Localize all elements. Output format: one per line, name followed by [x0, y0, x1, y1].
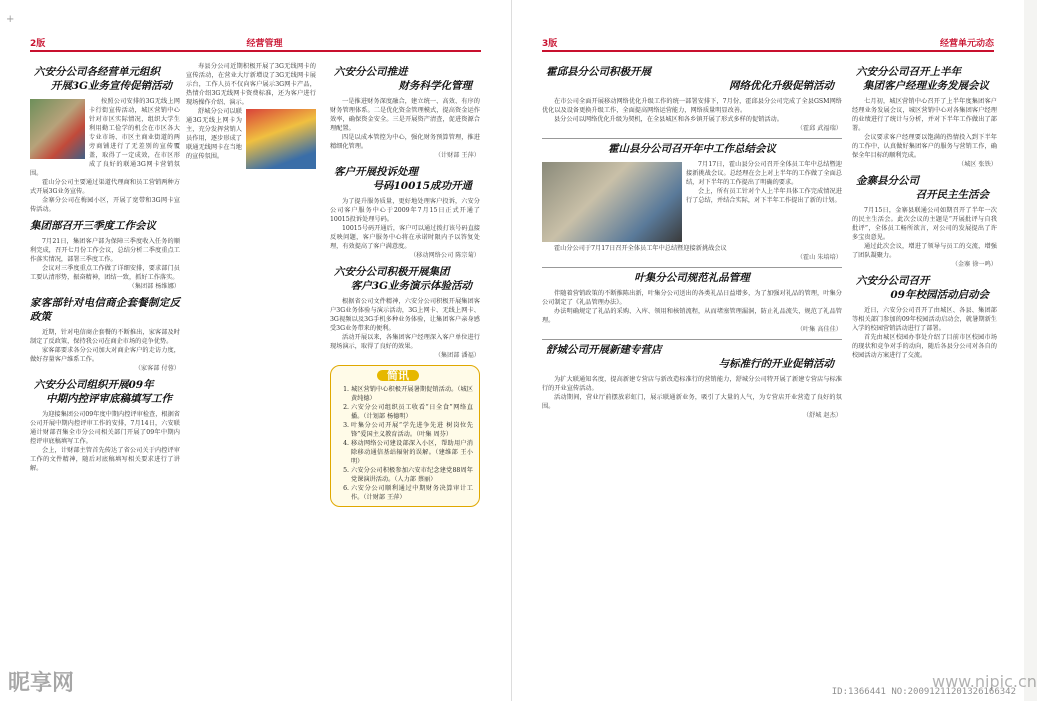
- article-text: 通过此次会议，增进了领导与员工的交流，增强了团队凝聚力。: [852, 243, 997, 259]
- article-text: 在市公司全面开展移动网络优化升级工作的统一部署安排下，7月份，霍邱县分公司完成了全县GSM网络优化以及设备更换升级工作，全面提高网络运营能力，网络质量明显改善。: [542, 98, 842, 114]
- byline: （金寨 徐一鸣）: [951, 261, 997, 268]
- article-title: 客户开展投诉处理 号码10015成功开通: [334, 166, 472, 192]
- article-text: 7月17日，霍山县分公司召开全体员工年中总结暨迎接新挑战会议。总经理在会上对上半年的工作做了全面总结，对下半年的工作提出了明确的要求。: [686, 161, 842, 186]
- meeting-photo: [542, 162, 682, 242]
- byline: （城区 张铁）: [957, 161, 997, 168]
- byline: （移动网络公司 陈宗菊）: [409, 252, 480, 259]
- article-campus-kickoff: [852, 274, 997, 360]
- article-text: 舒城分公司以联通3G无线上网卡为主，充分发挥营销人员作用，逐步形成了联通无线网卡在当地的宣传氛围。: [186, 108, 242, 160]
- brief-heading: 简讯: [377, 370, 419, 381]
- left-page-number: 2版: [30, 39, 46, 49]
- left-page: [0, 0, 512, 701]
- article-text: 金寨分公司在梅园小区，开展了宽带和3G网卡宣传活动。: [30, 197, 180, 213]
- article-title: 六安分公司各经营单元组织 开展3G业务宣传促销活动: [34, 66, 172, 92]
- divider: [542, 339, 842, 340]
- byline: （霍山 朱培培）: [796, 254, 842, 261]
- article-title: 六安分公司组织开展09年 中期内控评审底稿填写工作: [34, 379, 172, 405]
- image-id-label: ID:1366441 NO:20091211201326166342: [831, 687, 1016, 697]
- right-main-col: [542, 62, 842, 679]
- brief-list: [351, 385, 473, 502]
- article-counter-policy: [30, 296, 180, 373]
- article-finance: [330, 65, 480, 160]
- article-text: 近期，针对电信商企套餐的不断推出，家客部及时制定了反政策，保持我公司在商企市场的竞争优势。: [30, 329, 180, 345]
- article-text: 四是以成本管控为中心，强化财务预算管理，推进精细化管理。: [330, 134, 480, 150]
- left-page-header: [30, 36, 481, 52]
- article-text: 七月初，城区营销中心召开了上半年度集团客户经理业务发展会议，城区营销中心对各集团客户经理的业绩进行了统计与分析，并对下半年工作做出了部署。: [852, 98, 997, 132]
- byline: （叶集 高佳佳）: [796, 326, 842, 333]
- right-page: [512, 0, 1037, 701]
- article-democratic-meeting: [852, 174, 997, 269]
- byline: （集团部 杨维娜）: [128, 283, 180, 290]
- article-title: 叶集分公司规范礼品管理: [634, 272, 750, 284]
- list-item: 2. 六安分公司组织员工收看“日全食”网络直播。（计划部 杨德明）: [351, 403, 473, 421]
- article-title: 舒城公司开展新建专营店 与标准行的开业促销活动: [546, 344, 834, 370]
- byline: （计财部 王萍）: [434, 152, 480, 159]
- article-title: 六安分公司积极开展集团 客户3G业务演示体验活动: [334, 266, 472, 292]
- article-text: 霍山分公司主要通过渠道代理商和员工营销两种方式开展3G业务宣传。: [30, 179, 180, 195]
- article-text: 根据省公司文件精神，六安分公司积极开展集团客户3G业务体验与演示活动，3G上网卡、无线上网卡、3G视频以及3G手机多种业务体验，让集团客户亲身感受3G业务带来的便利。: [330, 298, 480, 332]
- article-text: 会上，计财部主管首先传达了省公司关于内控评审工作的文件精神，随后对底稿填写相关要求进行了讲解。: [30, 447, 180, 472]
- article-internal-control: [30, 378, 180, 473]
- article-title: 六安分公司召开 09年校园活动启动会: [856, 275, 989, 301]
- article-title: 霍山县分公司召开年中工作总结会议: [608, 143, 776, 155]
- right-page-header: [542, 36, 994, 52]
- article-text: 活动开展以来，各集团客户经理深入客户单位进行现场演示，取得了良好的效果。: [330, 334, 480, 350]
- article-text: 会议对三季度重点工作做了详细安排，要求部门员工要认清形势，振奋精神，团结一致，抓好工作落实。: [30, 265, 180, 281]
- article-title: 家客部针对电信商企套餐制定反政策: [30, 297, 180, 323]
- article-title: 金寨县分公司 召开民主生活会: [856, 175, 989, 201]
- right-section-name: 经营单元动态: [939, 39, 994, 49]
- article-text: 一是推进财务深度融合，建立统一、高效、有序的财务管理体系。二是优化资金管理模式，提高资金运作效率，确保资金安全。三是开展资产清查，促进资源合理配置。: [330, 98, 480, 132]
- article-text: 按照公司安排的3G无线上网卡行街宣传活动，城区营销中心针对市区实际情况，组织大学生利用勤工俭学的机会在市区各大专业市场、市区主商业街道的两旁商铺进行了无差别的宣传覆盖，取得了一定成效，在市区形成了良好的联通3G网卡营销氛围。: [30, 98, 180, 177]
- crop-mark: +: [6, 14, 15, 25]
- article-network-upgrade: [542, 65, 842, 133]
- byline: （霍邱 武福瑞）: [796, 125, 842, 132]
- byline: （舒城 赵杰）: [802, 412, 842, 419]
- article-text: 为了提升服务质量，更好地处理客户投诉，六安分公司客户服务中心于2009年7月15日正式开通了10015投诉处理号码。: [330, 198, 480, 223]
- article-text: 为扩大联通知名度，提高新建专营店与新改造标准行的营销能力，舒城分公司特开展了新建专营店与标准行的开业宣传活动。: [542, 376, 842, 392]
- article-title: 霍邱县分公司积极开展 网络优化升级促销活动: [546, 66, 834, 92]
- left-col-3: [330, 62, 480, 679]
- article-text: 活动期间，营业厅前摆放彩虹门，展示联通新业务，吸引了大量的人气，为专营店开业营造了良好的氛围。: [542, 394, 842, 410]
- left-section-name: 经营管理: [246, 39, 283, 49]
- article-shucheng-opening: [542, 343, 842, 420]
- article-text: 家客部要求各分公司加大对商企客户的走访力度，做好存量客户维系工作。: [30, 347, 180, 363]
- article-text: 会议要求客户经理要以饱满的热情投入到下半年的工作中，认真做好集团客户的服务与营销工作，确保全年目标的顺利完成。: [852, 134, 997, 159]
- article-title: 六安分公司召开上半年 集团客户经理业务发展会议: [856, 66, 989, 92]
- article-title: 集团部召开三季度工作会议: [30, 220, 156, 232]
- right-page-number: 3版: [542, 39, 558, 49]
- article-text: 县分公司以网络优化升级为契机，在全县城区和各乡镇开展了形式多样的促销活动。: [554, 116, 783, 123]
- photo-caption: 霍山分公司于7月17日召开全体员工年中总结暨迎接新挑战会议: [554, 245, 727, 252]
- article-title: 六安分公司推进 财务科学化管理: [334, 66, 472, 92]
- promo-tent-photo: [246, 109, 316, 169]
- right-col-3: [852, 62, 997, 679]
- divider: [542, 138, 842, 139]
- article-3g-promo: [30, 65, 180, 214]
- left-col-1: [30, 62, 180, 679]
- list-item: 6. 六安分公司顺利通过中期财务决算审计工作。（计财部 王萍）: [351, 484, 473, 502]
- byline: （集团部 潘福）: [434, 352, 480, 359]
- article-text: 伴随着营销政策的不断推陈出新，叶集分公司送出的各类礼品日益增多，为了加强对礼品的管理，叶集分公司制定了《礼品管理办法》。: [542, 290, 842, 306]
- watermark-url: www.nipic.cn: [932, 672, 1037, 691]
- article-text: 寿县分公司近期积极开展了3G无线网卡的宣传活动，在营业大厅新增设了3G无线网卡展示台，工作人员不仅向客户展示3G网卡产品，热情介绍3G无线网卡资费标准，还为客户进行现场操作介绍、演示。: [186, 63, 316, 106]
- article-3g-demo: [330, 265, 480, 360]
- article-10015: [330, 165, 480, 260]
- article-group-manager-meeting: [852, 65, 997, 169]
- article-text: 近日，六安分公司召开了由城区、各县、集团部等相关部门参加的09年校园活动启动会，就暑期新生入学的校园营销活动进行了部署。: [852, 307, 997, 332]
- article-text: 首先由城区校园办事处介绍了目前市区校园市场的现状和竞争对手的动向，随后各县分公司对各自的校园活动方案进行了交流。: [852, 334, 997, 359]
- article-text: 会上，所有员工针对个人上半年具体工作完成情况进行了总结，并结合实际，对下半年工作提出了新的计划。: [686, 188, 842, 204]
- news-brief-box: [330, 365, 480, 507]
- watermark-logo: 昵享网: [8, 671, 75, 696]
- article-gift-management: [542, 271, 842, 334]
- list-item: 1. 城区营销中心积极开展暑期促销活动。（城区 黄纯德）: [351, 385, 473, 403]
- article-text: 7月21日，集团客户部为保障三季度收入任务的顺利完成，召开七月份工作会议，总结分析二季度重点工作落实情况，部署三季度工作。: [30, 238, 180, 263]
- article-huoshan-meeting: [542, 142, 842, 262]
- left-col-2: [186, 62, 316, 679]
- list-item: 4. 移动网络公司建设部深入小区，帮助用户消除移动通信基站辐射的误解。（建维部 王小明）: [351, 439, 473, 466]
- list-item: 3. 叶集分公司开展“学先进争先进 树岗位先锋”爱国主义教育活动。（叶集 周芬）: [351, 421, 473, 439]
- list-item: 5. 六安分公司积极参加六安市纪念建党88周年党课演讲活动。（人力部 蔡丽）: [351, 466, 473, 484]
- article-q3-meeting: [30, 219, 180, 291]
- byline: （家客部 付蓉）: [134, 365, 180, 372]
- article-text: 办法明确规定了礼品的采购、入库、领用和核销流程，从而堵塞管理漏洞，防止礼品流失，规范了礼品管理。: [542, 308, 842, 324]
- article-text: 为迎接集团公司09年度中期内控评审检查，根据省公司开展中期内控评审工作的安排，7月14日，六安联通计财部召集全市分公司相关部门开展了09年中期内控评审底稿填写工作。: [30, 411, 180, 445]
- article-text: 10015号码开通后，客户可以通过拨打该号码直接反映问题，客户服务中心将在承诺时限内予以答复处理，有效提高了客户满意度。: [330, 225, 480, 250]
- divider: [542, 267, 842, 268]
- article-text: 7月15日，金寨县联通公司如期召开了半年一次的民主生活会。此次会议的主题是“开展批评与自我批评”，全体员工畅所欲言，对公司的发展提出了许多宝贵意见。: [852, 207, 997, 241]
- street-promo-photo: [30, 99, 85, 159]
